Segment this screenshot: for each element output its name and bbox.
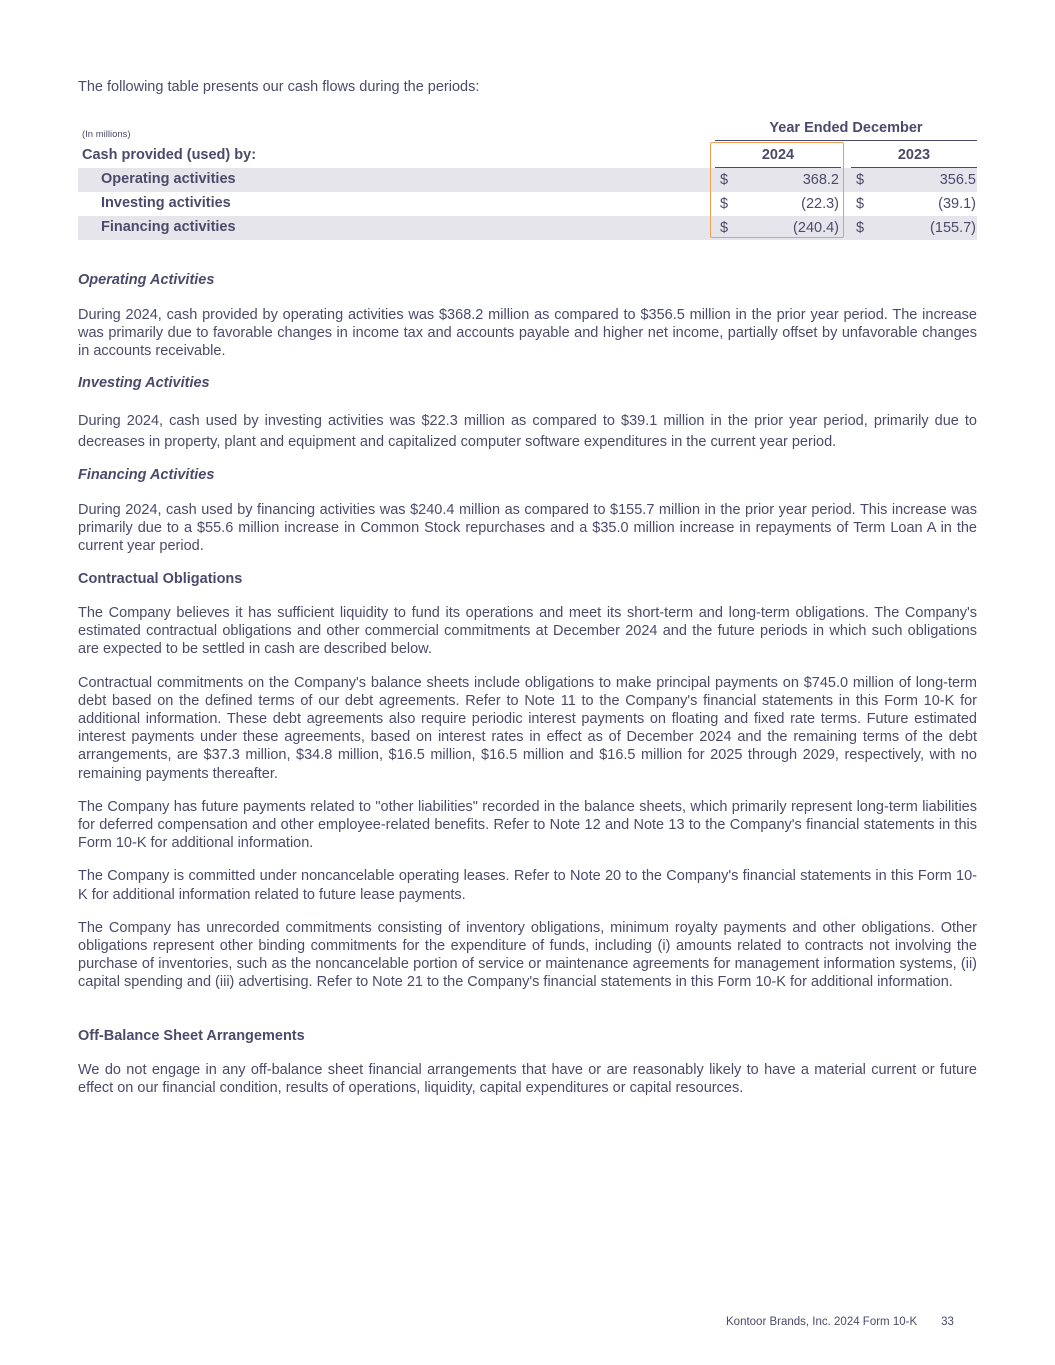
currency-symbol: $: [856, 220, 865, 236]
section-heading: Operating Activities: [78, 272, 215, 288]
row-label: Operating activities: [101, 171, 236, 187]
contractual-obligations-section: [78, 570, 977, 992]
value-2023: (155.7): [930, 220, 976, 236]
operating-activities-section: [78, 271, 977, 361]
year-2024-header: 2024: [761, 147, 795, 163]
page-number: 33: [941, 1316, 954, 1328]
paragraph: Contractual commitments on the Company's balance sheets include obligations to make principal payments on $745.0 million of long-term debt based on the defined terms of our debt agreements. Refer to Note 11 to the Company's financial statements in this Form 10-K for additional information. These debt agreements also require periodic interest payments on floating and fixed rate terms. Future estimated interest payments under these agreements, based on interest rates in effect as of December 2024 and the remaining terms of the debt arrangements, are $37.3 million, $34.8 million, $16.5 million, $16.5 million and $16.5 million for 2025 through 2029, respectively, with no remaining payments thereafter.: [78, 674, 977, 782]
value-2024: (22.3): [801, 196, 839, 212]
currency-symbol: $: [720, 196, 729, 212]
year-ended-header: Year Ended December: [715, 119, 977, 141]
currency-symbol: $: [720, 172, 729, 188]
paragraph: The Company is committed under noncancelable operating leases. Refer to Note 20 to the Company's financial statements in this Form 10-K for additional information related to future lease payments.: [78, 868, 977, 903]
row-label: Financing activities: [101, 219, 236, 235]
section-heading: Contractual Obligations: [78, 571, 243, 587]
section-heading: Off-Balance Sheet Arrangements: [78, 1028, 305, 1044]
currency-symbol: $: [856, 196, 865, 212]
units-label: (In millions): [82, 129, 131, 140]
paragraph: During 2024, cash used by investing activities was $22.3 million as compared to $39.1 million in the prior year period, primarily due to decreases in property, plant and equipment and capitalized computer software expenditures in the current year period.: [78, 413, 977, 450]
paragraph: During 2024, cash provided by operating activities was $368.2 million as compared to $356.5 million in the prior year period. The increase was primarily due to favorable changes in income tax and accounts payable and higher net income, partially offset by unfavorable changes in accounts receivable.: [78, 307, 977, 360]
row-label: Investing activities: [101, 195, 231, 211]
investing-activities-section: [78, 374, 977, 452]
paragraph: During 2024, cash used by financing activities was $240.4 million as compared to $155.7 million in the prior year period. This increase was primarily due to a $55.6 million increase in Common Stock repurchases and a $35.0 million increase in repayments of Term Loan A in the current year period.: [78, 502, 977, 555]
highlight-box-2024-column: [710, 142, 844, 238]
page-footer: [726, 1316, 954, 1328]
footer-document-title: Kontoor Brands, Inc. 2024 Form 10-K: [726, 1316, 918, 1328]
paragraph: The Company believes it has sufficient liquidity to fund its operations and meet its short-term and long-term obligations. The Company's estimated contractual obligations and other commercial commitments at December 2024 and the future periods in which such obligations are expected to be settled in cash are described below.: [78, 605, 977, 658]
currency-symbol: $: [856, 172, 865, 188]
section-heading: Investing Activities: [78, 375, 210, 391]
paragraph: The Company has unrecorded commitments consisting of inventory obligations, minimum royalty payments and other obligations. Other obligations represent other binding commitments for the expenditure of funds, including (i) amounts related to contracts not involving the purchase of inventories, such as the noncancelable portion of service or maintenance agreements for management information systems, (ii) capital spending and (iii) advertising. Refer to Note 21 to the Company's financial statements in this Form 10-K for additional information.: [78, 919, 977, 991]
paragraph: The Company has future payments related to "other liabilities" recorded in the balance sheets, which primarily represent long-term liabilities for deferred compensation and other employee-related benefits. Refer to Note 12 and Note 13 to the Company's financial statements in this Form 10-K for additional information.: [78, 798, 977, 852]
value-2023: (39.1): [938, 196, 976, 212]
off-balance-sheet-section: [78, 1027, 977, 1097]
value-2024: (240.4): [793, 220, 839, 236]
intro-text: The following table presents our cash flows during the periods:: [78, 79, 480, 95]
year-2023-header: 2023: [897, 147, 931, 163]
paragraph: We do not engage in any off-balance sheet financial arrangements that have or are reasonably likely to have a material current or future effect on our financial condition, results of operations, liquidity, capital expenditures or capital resources.: [78, 1062, 977, 1097]
value-2023: 356.5: [939, 172, 976, 188]
row-header-label: Cash provided (used) by:: [82, 147, 257, 163]
value-2024: 368.2: [802, 172, 839, 188]
currency-symbol: $: [720, 220, 729, 236]
section-heading: Financing Activities: [78, 467, 215, 483]
financing-activities-section: [78, 466, 977, 556]
